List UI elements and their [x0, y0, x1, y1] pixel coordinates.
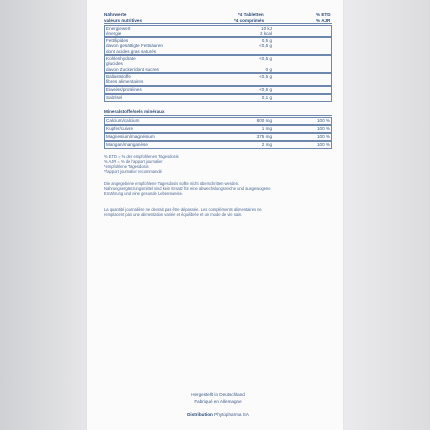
nutrition-value: 0,5 g: [261, 37, 272, 43]
header-col1-de: Nährwerte: [104, 12, 127, 17]
nutrition-value: <0,5 g: [259, 73, 272, 79]
mineral-label: Mangan/manganèse: [106, 141, 148, 147]
nutrition-label: Energiewert: [106, 25, 131, 31]
warning-fr: La quantité journalière ne devrait pas être dépassée. Les compléments alimentaires ne remplacent pas une alimentation variée et équilibrée et un mode de vie sain.: [104, 207, 262, 218]
distribution-line: [104, 412, 332, 418]
mineral-row: [104, 125, 332, 133]
minerals-title: Mineralstoffe/sels minéraux: [104, 109, 165, 114]
package-right-edge: [343, 0, 430, 430]
nutrition-value: <0,5 g: [259, 86, 272, 92]
package-left-edge: [0, 0, 87, 430]
legend-line: % AJR = % de l'apport journalier: [104, 159, 163, 164]
distribution-name: Phytopharma SA: [214, 412, 249, 417]
header-col2-fr: *4 comprimés: [234, 18, 265, 23]
nutrition-label: davon gesättigte Fettsäuren: [106, 43, 163, 48]
mineral-pct: 100 %: [316, 141, 330, 147]
header-divider: [104, 23, 332, 24]
nutrition-label: énergie: [106, 31, 122, 36]
nutrition-label: Kohlenhydrate: [106, 55, 136, 61]
nutrition-value: <0,5 g: [259, 55, 272, 61]
nutrition-label: Fett/lipides: [106, 37, 129, 43]
nutrition-value: <0,5 g: [259, 43, 272, 48]
warning-de: Die angegebene empfohlene Tagesdosis sollte nicht überschritten werden. Nahrungsergänzungsmittel sind kein Ersatz für eine abwechslungsreiche und ausgewogene Ernährung und eine gesunde Lebensweise.: [104, 181, 271, 197]
nutrition-label: fibres alimentaires: [106, 79, 144, 84]
mineral-pct: 100 %: [316, 117, 330, 123]
legend-line: % ETD = % der empfohlenen Tagesdosis: [104, 154, 179, 159]
mineral-value: 800 mg: [256, 117, 272, 123]
nutrition-label: Salz/sel: [106, 94, 123, 100]
legend-line: *l'apport journalier recommandé: [104, 169, 162, 174]
nutrition-label: Ballaststoffe: [106, 73, 131, 79]
minerals-divider: [104, 115, 332, 116]
mineral-value: 1 mg: [261, 125, 272, 131]
mineral-pct: 100 %: [316, 133, 330, 139]
nutrition-value: 0,1 g: [261, 94, 272, 100]
distribution-label: Distribution: [187, 412, 213, 417]
nutrition-box-energy: [104, 25, 332, 37]
mineral-label: Calcium/calcium: [106, 117, 140, 123]
nutrition-label: dont acides gras saturés: [106, 48, 157, 54]
mineral-label: Magnesium/magnésium: [106, 133, 155, 139]
nutrition-label: Eiweiss/protéines: [106, 86, 142, 92]
header-col3-de: % ETD: [316, 12, 331, 17]
header-col2-de: *4 Tabletten: [238, 12, 264, 17]
made-in-fr: Fabriqué en Allemagne: [194, 399, 242, 404]
mineral-label: Kupfer/cuivre: [106, 125, 134, 131]
header-col3-fr: % AJR: [316, 18, 331, 23]
mineral-value: 375 mg: [256, 133, 272, 139]
made-in-de: Hergestellt in Deutschland: [191, 392, 245, 397]
nutrition-value: 0 g: [265, 66, 272, 72]
legend-line: *empfohlene Tagesdosis: [104, 164, 149, 169]
nutrition-box-salt: [104, 94, 332, 102]
mineral-pct: 100 %: [316, 125, 330, 131]
nutrition-label: glucides: [106, 61, 123, 66]
nutrition-value: 2 kcal: [259, 31, 272, 36]
nutrition-value: 10 kJ: [261, 25, 272, 31]
nutrition-label: davon Zucker/dont sucres: [106, 66, 159, 72]
header-col1-fr: valeurs nutritives: [104, 18, 143, 23]
mineral-value: 2 mg: [261, 141, 272, 147]
